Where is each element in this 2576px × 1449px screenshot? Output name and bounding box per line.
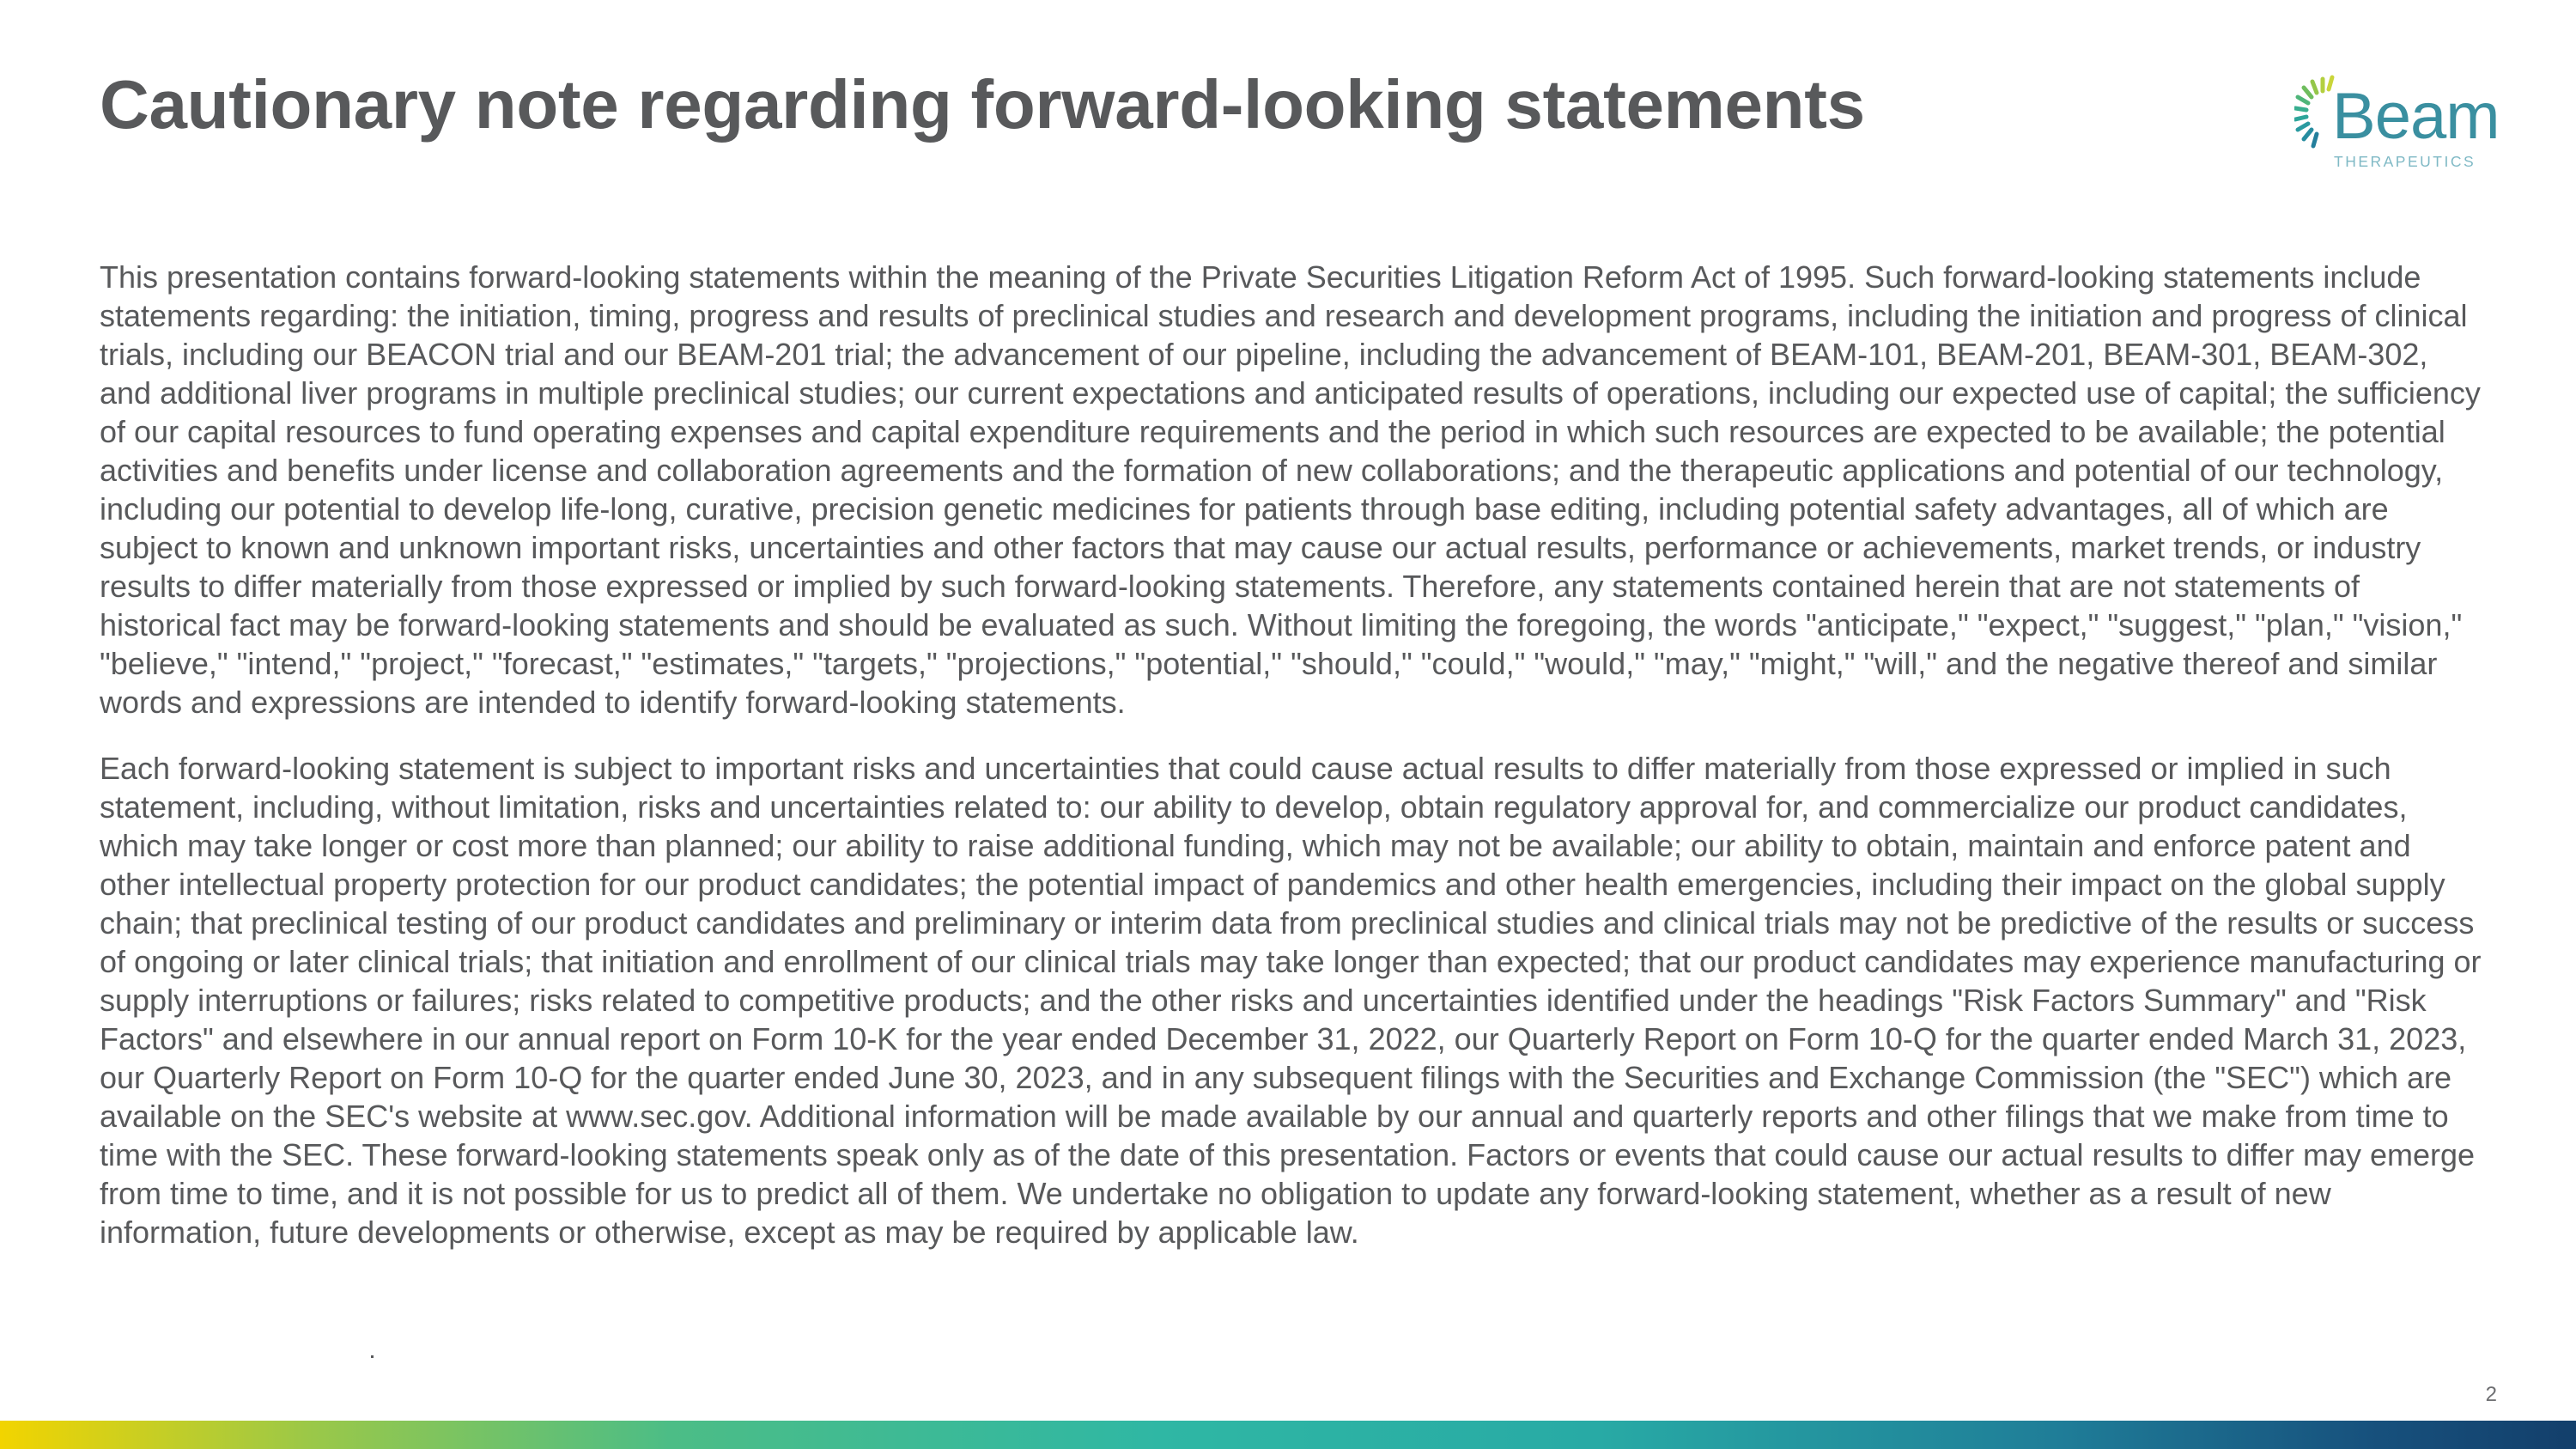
slide-title: Cautionary note regarding forward-looking statements (100, 66, 1865, 143)
gradient-footer-bar (0, 1421, 2576, 1449)
disclaimer-body (100, 258, 2487, 1279)
stray-dot (371, 1355, 374, 1358)
page-number: 2 (2485, 1383, 2497, 1406)
logo-wordmark: Beam (2332, 80, 2500, 153)
logo-tagline: THERAPEUTICS (2334, 153, 2476, 170)
beam-therapeutics-logo (2294, 69, 2506, 175)
disclaimer-paragraph-2: Each forward-looking statement is subject to important risks and uncertainties that could cause actual results to differ materially from those expressed or implied in such statement, including, without limitation, risks and uncertainties related to: our ability to develop, obtain regulatory approval for, and commercialize our product candidates, which may take longer or cost more than planned; our ability to raise additional funding, which may not be available; our ability to obtain, maintain and enforce patent and other intellectual property protection for our product candidates; the potential impact of pandemics and other health emergencies, including their impact on the global supply chain; that preclinical testing of our product candidates and preliminary or interim data from preclinical studies and clinical trials may not be predictive of the results or success of ongoing or later clinical trials; that initiation and enrollment of our clinical trials may take longer than expected; that our product candidates may experience manufacturing or supply interruptions or failures; risks related to competitive products; and the other risks and uncertainties identified under the headings "Risk Factors Summary" and "Risk Factors" and elsewhere in our annual report on Form 10-K for the year ended December 31, 2022, our Quarterly Report on Form 10-Q for the quarter ended March 31, 2023, our Quarterly Report on Form 10-Q for the quarter ended June 30, 2023, and in any subsequent filings with the Securities and Exchange Commission (the "SEC") which are available on the SEC's website at www.sec.gov. Additional information will be made available by our annual and quarterly reports and other filings that we make from time to time with the SEC. These forward-looking statements speak only as of the date of this presentation. Factors or events that could cause our actual results to differ may emerge from time to time, and it is not possible for us to predict all of them. We undertake no obligation to update any forward-looking statement, whether as a result of new information, future developments or otherwise, except as may be required by applicable law. (100, 751, 2482, 1250)
disclaimer-paragraph-1: This presentation contains forward-looking statements within the meaning of the Private Securities Litigation Reform Act of 1995. Such forward-looking statements include statements regarding: the initiation, timing, progress and results of preclinical studies and research and development programs, including the initiation and progress of clinical trials, including our BEACON trial and our BEAM-201 trial; the advancement of our pipeline, including the advancement of BEAM-101, BEAM-201, BEAM-301, BEAM-302, and additional liver programs in multiple preclinical studies; our current expectations and anticipated results of operations, including our expected use of capital; the sufficiency of our capital resources to fund operating expenses and capital expenditure requirements and the period in which such resources are expected to be available; the potential activities and benefits under license and collaboration agreements and the formation of new collaborations; and the therapeutic applications and potential of our technology, including our potential to develop life-long, curative, precision genetic medicines for patients through base editing, including potential safety advantages, all of which are subject to known and unknown important risks, uncertainties and other factors that may cause our actual results, performance or achievements, market trends, or industry results to differ materially from those expressed or implied by such forward-looking statements. Therefore, any statements contained herein that are not statements of historical fact may be forward-looking statements and should be evaluated as such. Without limiting the foregoing, the words "anticipate," "expect," "suggest," "plan," "vision," "believe," "intend," "project," "forecast," "estimates," "targets," "projections," "potential," "should," "could," "would," "may," "might," "will," and the negative thereof and similar words and expressions are intended to identify forward-looking statements. (100, 259, 2481, 720)
